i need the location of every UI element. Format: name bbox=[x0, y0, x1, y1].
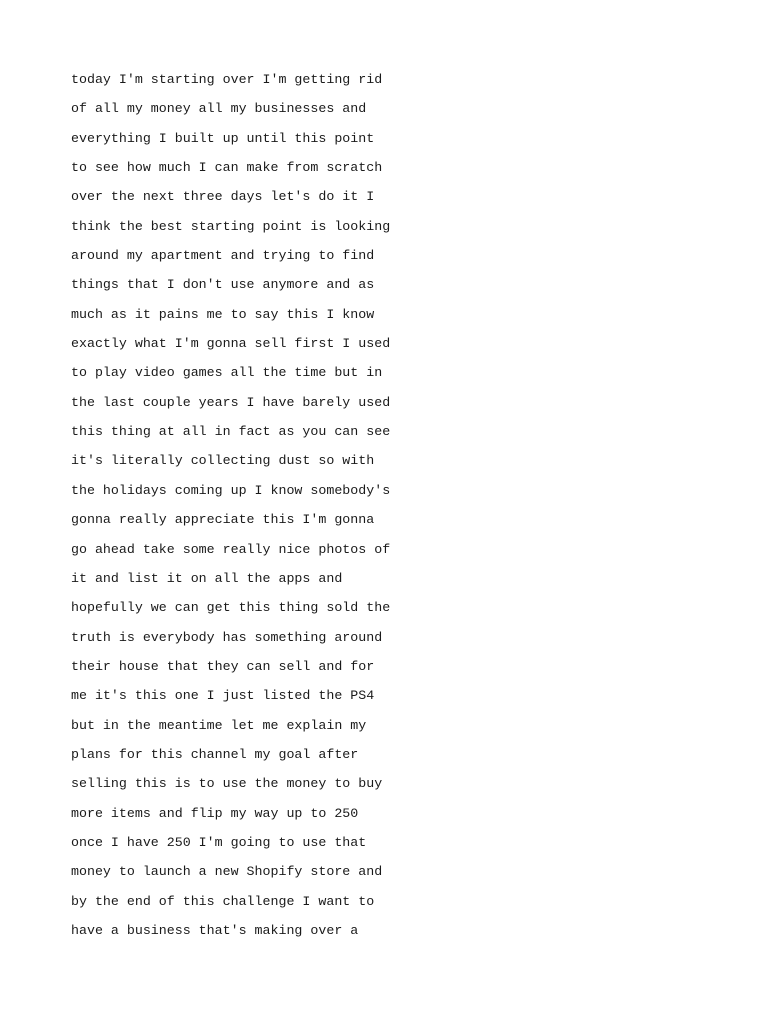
transcript-line: money to launch a new Shopify store and bbox=[71, 864, 383, 880]
transcript-line: plans for this channel my goal after bbox=[71, 746, 359, 762]
transcript-line: but in the meantime let me explain my bbox=[71, 717, 367, 733]
transcript-text bbox=[71, 65, 711, 945]
transcript-line: over the next three days let's do it I bbox=[71, 189, 375, 205]
transcript-line: once I have 250 I'm going to use that bbox=[71, 834, 367, 850]
transcript-line: today I'm starting over I'm getting rid bbox=[71, 72, 383, 87]
transcript-line: by the end of this challenge I want to bbox=[71, 893, 375, 909]
transcript-line: it's literally collecting dust so with bbox=[71, 453, 375, 469]
transcript-line: hopefully we can get this thing sold the bbox=[71, 600, 391, 616]
transcript-line: around my apartment and trying to find bbox=[71, 248, 375, 264]
transcript-line: the holidays coming up I know somebody's bbox=[71, 482, 391, 498]
transcript-line: of all my money all my businesses and bbox=[71, 101, 367, 117]
transcript-line: much as it pains me to say this I know bbox=[71, 306, 375, 322]
transcript-line: gonna really appreciate this I'm gonna bbox=[71, 512, 375, 528]
transcript-line: it and list it on all the apps and bbox=[71, 570, 343, 586]
transcript-line: think the best starting point is looking bbox=[71, 218, 391, 234]
transcript-line: truth is everybody has something around bbox=[71, 629, 383, 645]
transcript-line: have a business that's making over a bbox=[71, 922, 359, 938]
transcript-line: go ahead take some really nice photos of bbox=[71, 541, 391, 557]
transcript-line: things that I don't use anymore and as bbox=[71, 277, 375, 293]
transcript-line: the last couple years I have barely used bbox=[71, 394, 391, 410]
transcript-line: this thing at all in fact as you can see bbox=[71, 424, 391, 440]
transcript-line: everything I built up until this point bbox=[71, 130, 375, 146]
transcript-line: exactly what I'm gonna sell first I used bbox=[71, 336, 391, 352]
transcript-line: their house that they can sell and for bbox=[71, 658, 375, 674]
transcript-line: selling this is to use the money to buy bbox=[71, 776, 383, 792]
transcript-line: to see how much I can make from scratch bbox=[71, 160, 383, 176]
transcript-line: me it's this one I just listed the PS4 bbox=[71, 688, 375, 704]
transcript-line: to play video games all the time but in bbox=[71, 365, 383, 381]
transcript-line: more items and flip my way up to 250 bbox=[71, 805, 359, 821]
